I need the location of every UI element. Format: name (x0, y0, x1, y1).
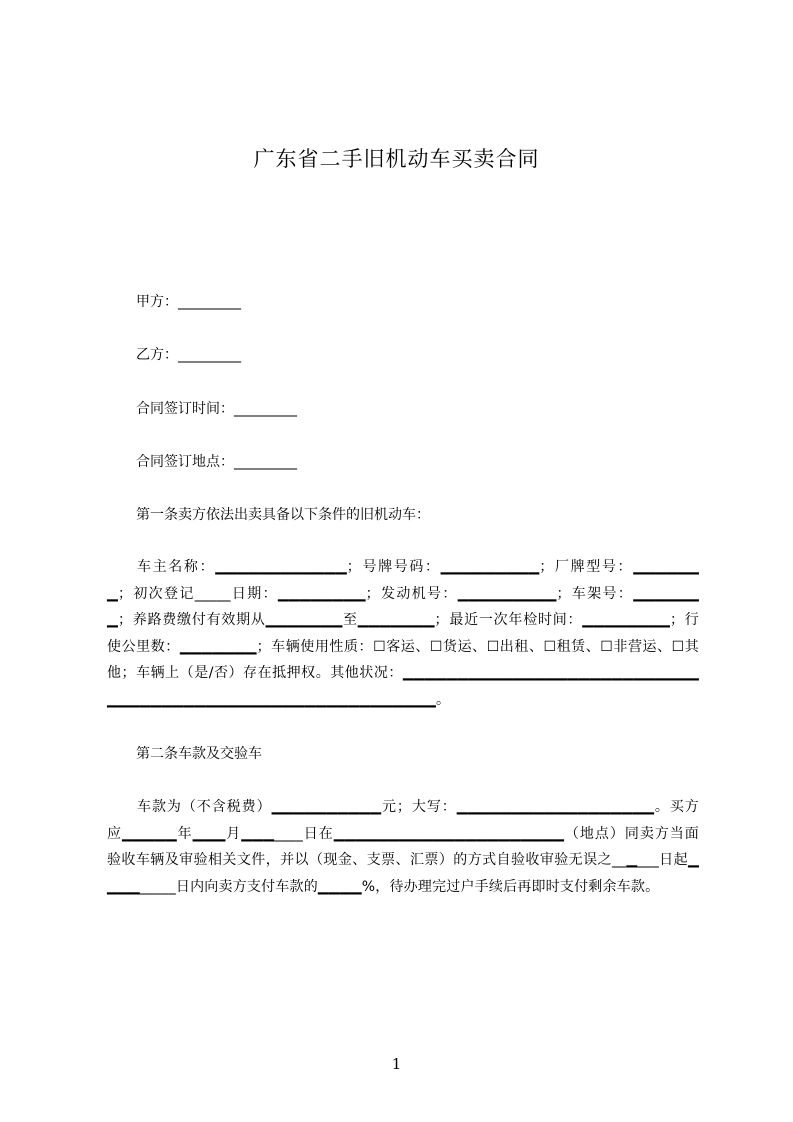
signing-place-blank: _________ (234, 454, 297, 470)
article-2-body: 车款为（不含税费）▁▁▁▁▁▁▁▁▁▁元；大写：▁▁▁▁▁▁▁▁▁▁▁▁▁▁▁▁▁▁。买方应▁▁▁▁▁年▁▁▁月▁▁▁____日在▁▁▁▁▁▁▁▁▁▁▁▁▁▁▁▁▁▁▁▁▁（地点）同卖方当面验收车辆及审验相关文件，并以（现金、支票、汇票）的方式自验收审验无误之__▁___日起▁▁▁▁_____日内向卖方支付车款的▁▁▁▁%，待办理完过户手续后再即时支付剩余车款。 (107, 799, 699, 895)
party-b-blank: _________ (178, 347, 241, 363)
signing-time-blank: _________ (234, 401, 297, 417)
article-1-heading: 第一条卖方依法出卖具备以下条件的旧机动车： (136, 507, 430, 523)
article-2-heading: 第二条车款及交验车 (136, 746, 262, 762)
article-1-body: 车主名称：▁▁▁▁▁▁▁▁▁▁▁▁；号牌号码：▁▁▁▁▁▁▁▁▁；厂牌型号：▁▁▁▁▁▁▁；初次登记_____日期：▁▁▁▁▁▁▁▁；发动机号：▁▁▁▁▁▁▁▁▁；车架号：▁▁▁▁▁▁▁；养路费缴付有效期从▁▁▁▁▁▁▁至▁▁▁▁▁▁▁；最近一次年检时间：▁▁▁▁▁▁▁▁；行使公里数：▁▁▁▁▁▁▁；车辆使用性质：☐客运、☐货运、☐出租、☐租赁、☐非营运、☐其他；车辆上（是/否）存在抵押权。其他状况：▁▁▁▁▁▁▁▁▁▁▁▁▁▁▁▁▁▁▁▁▁▁▁▁▁▁▁▁▁▁▁▁▁▁▁▁▁▁▁▁▁▁▁▁▁▁▁▁▁▁▁▁▁▁▁▁▁。 (107, 559, 699, 708)
signing-place-label: 合同签订地点： (136, 454, 234, 470)
party-b-label: 乙方： (136, 347, 178, 363)
party-a-label: 甲方： (136, 294, 178, 310)
party-a-field (136, 292, 241, 312)
signing-place-field (136, 452, 297, 472)
signing-time-field (136, 399, 297, 419)
party-b-field (136, 345, 241, 365)
document-title: 广东省二手旧机动车买卖合同 (253, 147, 540, 171)
signing-time-label: 合同签订时间： (136, 401, 234, 417)
party-a-blank: _________ (178, 294, 241, 310)
page-number: 1 (391, 1055, 402, 1073)
